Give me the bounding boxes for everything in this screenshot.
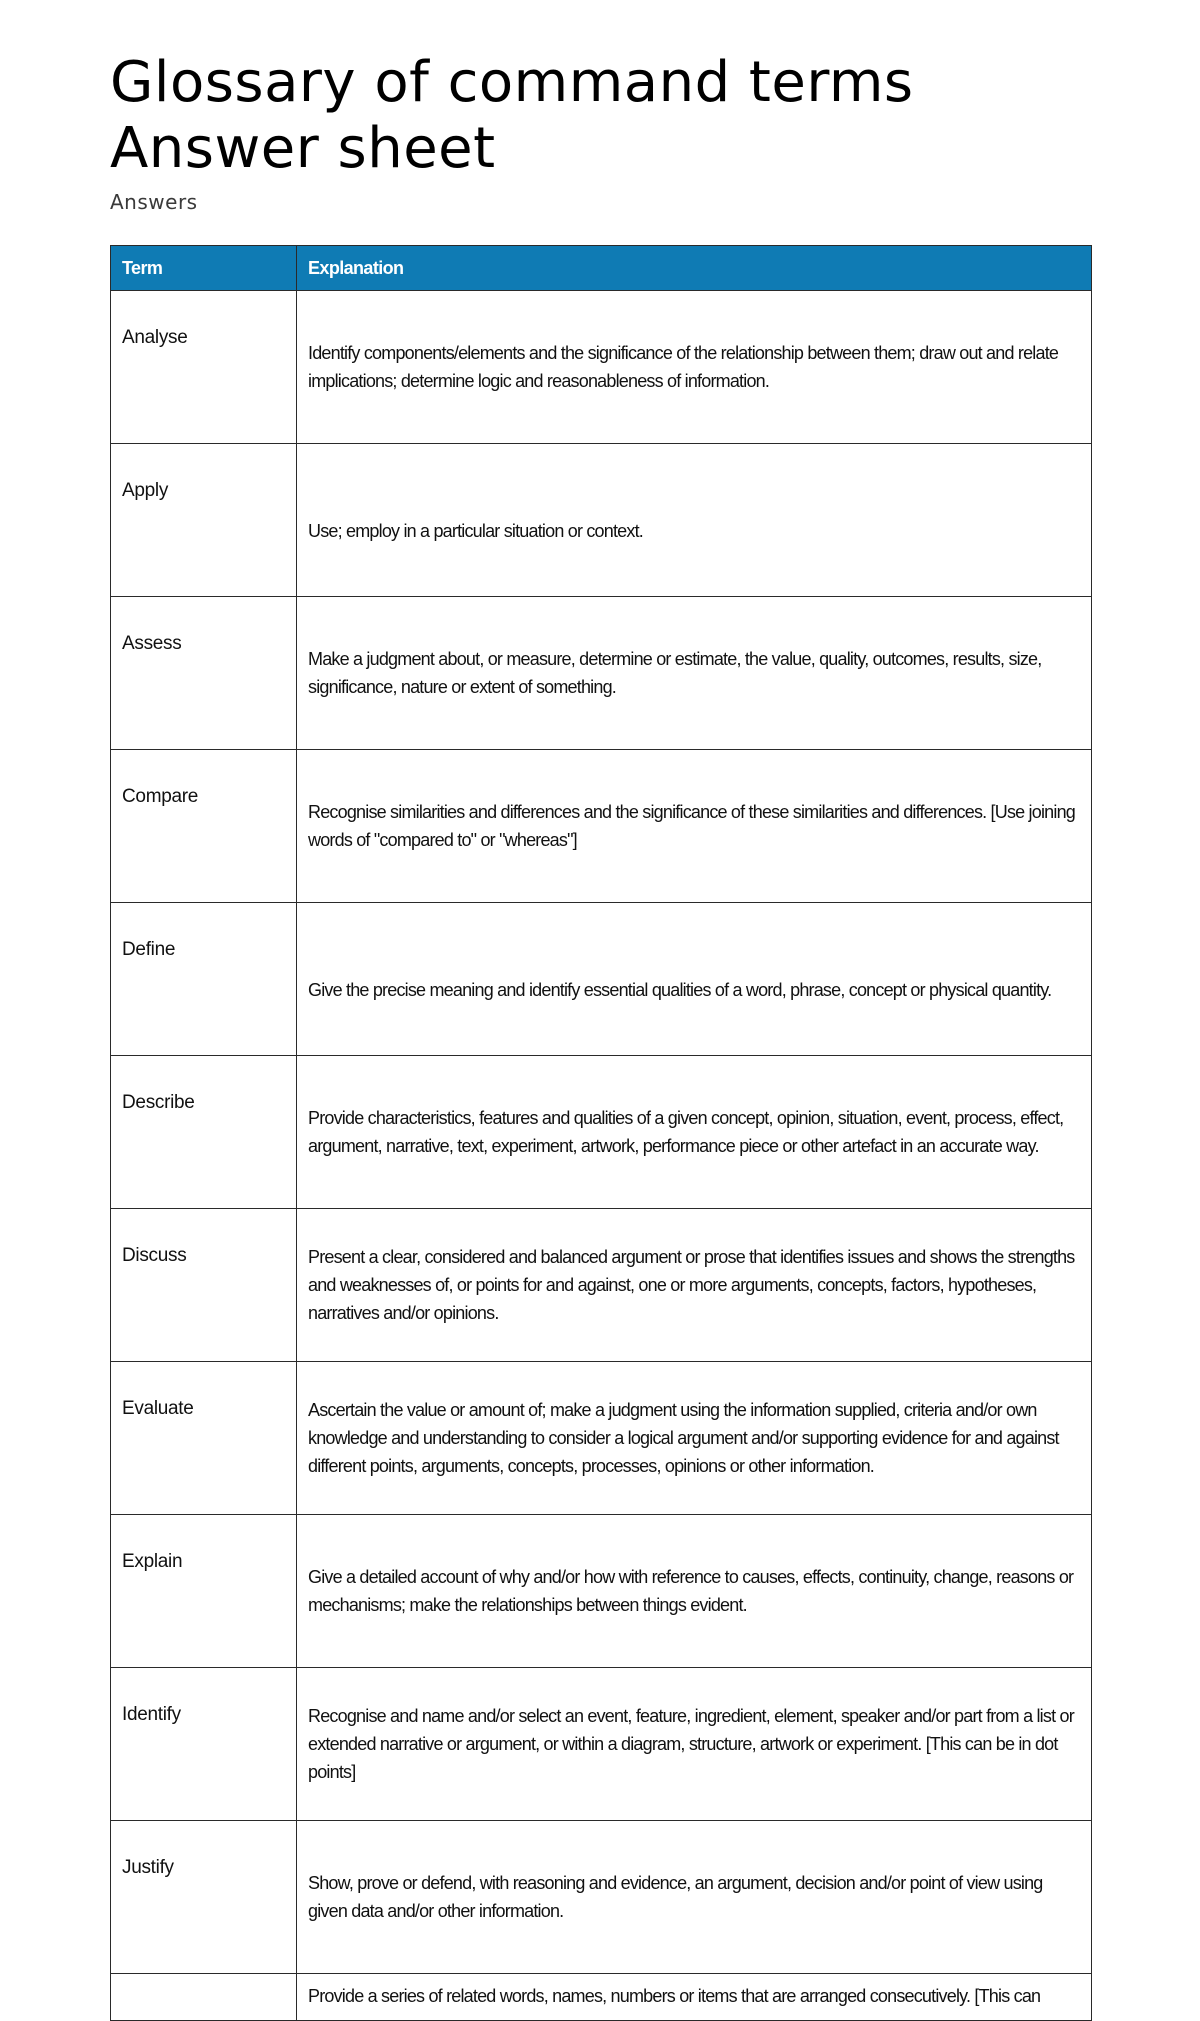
table-row [111,903,1092,1056]
table-row [111,1056,1092,1209]
table-header-row [111,246,1092,291]
glossary-table [110,245,1092,2021]
title-line-1: Glossary of command terms [110,50,914,115]
term-cell: Define [111,903,297,1056]
term-cell: Identify [111,1668,297,1821]
subtitle: Answers [110,190,198,214]
explanation-cell: Make a judgment about, or measure, determine or estimate, the value, quality, outcomes, results, size, significance, nature or extent of something. [297,597,1092,750]
document-header [110,50,1092,214]
term-cell: Analyse [111,291,297,444]
column-header-term: Term [111,246,297,291]
table-row [111,1515,1092,1668]
term-cell: Discuss [111,1209,297,1362]
table-row [111,597,1092,750]
explanation-cell: Recognise and name and/or select an event, feature, ingredient, element, speaker and/or part from a list or extended narrative or argument, or within a diagram, structure, artwork or experiment. [This can be in dot points] [297,1668,1092,1821]
explanation-cell: Use; employ in a particular situation or context. [297,444,1092,597]
table-row [111,1209,1092,1362]
term-cell: Justify [111,1821,297,1974]
column-header-explanation: Explanation [297,246,1092,291]
title-line-2: Answer sheet [110,116,496,181]
table-row [111,291,1092,444]
explanation-cell: Give the precise meaning and identify essential qualities of a word, phrase, concept or physical quantity. [297,903,1092,1056]
table-row [111,444,1092,597]
term-cell: Assess [111,597,297,750]
table-row [111,1362,1092,1515]
term-cell: Compare [111,750,297,903]
table-row [111,750,1092,903]
explanation-cell: Provide characteristics, features and qualities of a given concept, opinion, situation, event, process, effect, argument, narrative, text, experiment, artwork, performance piece or other artefact in an accurate way. [297,1056,1092,1209]
term-cell [111,1974,297,2021]
explanation-cell: Identify components/elements and the significance of the relationship between them; draw out and relate implications; determine logic and reasonableness of information. [297,291,1092,444]
explanation-cell: Recognise similarities and differences and the significance of these similarities and differences. [Use joining words of "compared to" or "whereas"] [297,750,1092,903]
explanation-cell [297,1974,1092,2021]
term-cell: Evaluate [111,1362,297,1515]
page-title [110,50,1092,182]
term-cell: Apply [111,444,297,597]
table-row [111,1668,1092,1821]
explanation-cell: Ascertain the value or amount of; make a judgment using the information supplied, criteria and/or own knowledge and understanding to consider a logical argument and/or supporting evidence for and against different points, arguments, concepts, processes, opinions or other information. [297,1362,1092,1515]
explanation-text: Provide a series of related words, names, numbers or items that are arranged consecutively. [This can [308,1986,1041,2006]
table-row [111,1974,1092,2021]
explanation-cell: Give a detailed account of why and/or how with reference to causes, effects, continuity, change, reasons or mechanisms; make the relationships between things evident. [297,1515,1092,1668]
term-cell: Explain [111,1515,297,1668]
explanation-cell: Present a clear, considered and balanced argument or prose that identifies issues and shows the strengths and weaknesses of, or points for and against, one or more arguments, concepts, factors, hypotheses, narratives and/or opinions. [297,1209,1092,1362]
term-cell: Describe [111,1056,297,1209]
table-row [111,1821,1092,1974]
explanation-cell: Show, prove or defend, with reasoning and evidence, an argument, decision and/or point of view using given data and/or other information. [297,1821,1092,1974]
